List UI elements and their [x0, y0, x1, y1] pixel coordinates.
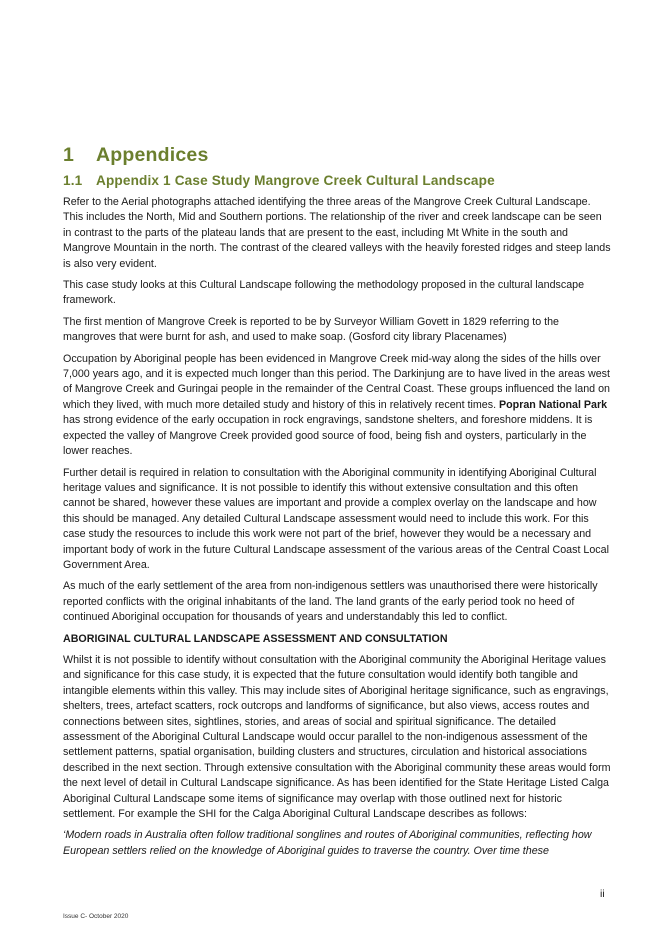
- subsection-number: 1.1: [63, 173, 83, 188]
- section-heading: [63, 144, 209, 167]
- paragraph: Further detail is required in relation to consultation with the Aboriginal community in identifying Aboriginal Cultural heritage values and significance. It is not possible to identify this without extensive consultation and this often cannot be shared, however these values are important and provide a complex overlay on the landscape and how this should be managed. Any detailed Cultural Landscape assessment would need to include this work. For this case study the resources to include this work were not part of the brief, however they would be a necessary and important body of work in the future Cultural Landscape assessment of the various areas of the Central Coast Local Government Area.: [63, 466, 609, 571]
- paragraph-text: Occupation by Aboriginal people has been evidenced in Mangrove Creek mid-way along the sides of the hills over 7,000 years ago, and it is expected much longer than this period. The Darkinjung are to have lived in the areas west of Mangrove Creek and Guringai people in the remainder of the Central Coast. These groups influenced the land on which they lived, with much more detailed study and history of this in relatively recent times.: [63, 352, 610, 411]
- bold-place-name: Popran National Park: [499, 398, 608, 411]
- paragraph: Refer to the Aerial photographs attached identifying the three areas of the Mangrove Creek Cultural Landscape. This includes the North, Mid and Southern portions. The relationship of the river and creek landscape can be seen in contrast to the parts of the plateau lands that are present to the east, including Mt White in the south and Mangrove Mountain in the north. The contrast of the cleared valleys with the heavily forested ridges and steep lands is also very evident.: [63, 196, 611, 270]
- section-title: Appendices: [96, 144, 209, 166]
- subsection-heading: [63, 173, 495, 188]
- quote-paragraph: ‘Modern roads in Australia often follow traditional songlines and routes of Aboriginal communities, reflecting how European settlers relied on the knowledge of Aboriginal guides to traverse the country. Over time these: [63, 829, 592, 857]
- paragraph: The first mention of Mangrove Creek is reported to be by Surveyor William Govett in 1829 referring to the mangroves that were burnt for ash, and used to make soap. (Gosford city library Placenames): [63, 315, 560, 344]
- page-number: ii: [600, 888, 605, 900]
- body-text: [63, 195, 611, 859]
- paragraph: [63, 352, 611, 460]
- paragraph: As much of the early settlement of the area from non-indigenous settlers was unauthorised there were historically reported conflicts with the original inhabitants of the land. The land grants of the early period took no heed of continued Aboriginal occupation for thousands of years and understandably this led to conflict.: [63, 580, 598, 624]
- subheading: ABORIGINAL CULTURAL LANDSCAPE ASSESSMENT AND CONSULTATION: [63, 632, 448, 645]
- paragraph: Whilst it is not possible to identify without consultation with the Aboriginal community the Aboriginal Heritage values and significance for this case study, it is expected that the future consultation would identify both tangible and intangible elements within this valley. This may include sites of Aboriginal heritage significance, such as engravings, shelters, trees, artefact scatters, rock outcrops and landforms of significance, but also views, access routes and connections between sites, sightlines, stories, and areas of social and spiritual significance. The detailed assessment of the Aboriginal Cultural Landscape would occur parallel to the non-indigenous assessment of the settlement patterns, spatial organisation, building clusters and structures, circulation and historical associations described in the next section. Through extensive consultation with the Aboriginal community these areas would form the next level of detail in Cultural Landscape significance. As has been identified for the State Heritage Listed Calga Aboriginal Cultural Landscape some items of significance may overlap with those outlined next for historic settlement. For example the SHI for the Calga Aboriginal Cultural Landscape describes as follows:: [63, 653, 611, 821]
- section-number: 1: [63, 144, 75, 166]
- paragraph: This case study looks at this Cultural Landscape following the methodology proposed in the cultural landscape framework.: [63, 279, 585, 307]
- paragraph-text: has strong evidence of the early occupation in rock engravings, sandstone shelters, and foreshore middens. It is expected the valley of Mangrove Creek provided good source of food, being fish and oysters, particularly in the lower reaches.: [63, 414, 593, 458]
- footer-issue: Issue C- October 2020: [63, 913, 129, 920]
- subsection-title: Appendix 1 Case Study Mangrove Creek Cultural Landscape: [96, 173, 495, 188]
